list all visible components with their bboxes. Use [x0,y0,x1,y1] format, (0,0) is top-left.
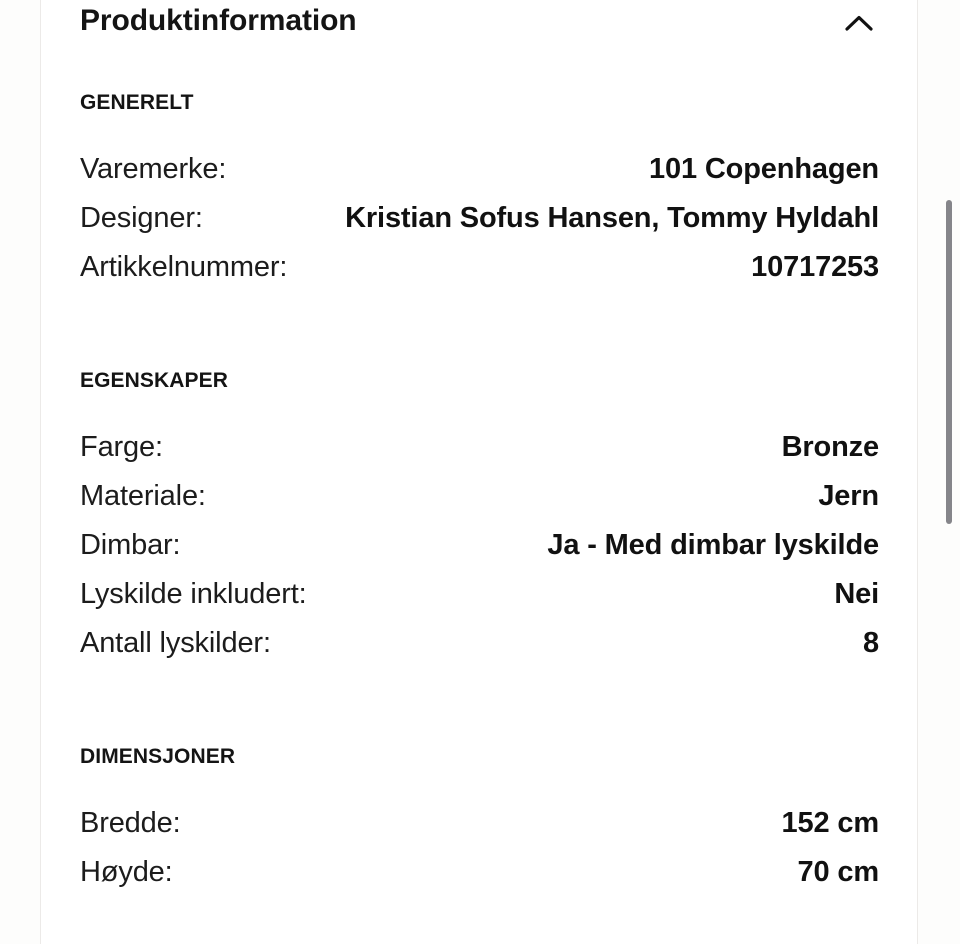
spec-list-generelt [80,145,879,292]
section-dimensjoner [80,744,879,897]
spec-row [80,194,879,243]
chevron-up-icon [845,14,873,32]
section-heading-dimensjoner: DIMENSJONER [80,745,236,768]
spec-row [80,848,879,897]
spec-value: 8 [863,627,879,659]
spec-value: Nei [834,578,879,610]
panel-header[interactable] [80,0,879,46]
spec-row [80,423,879,472]
spec-list-egenskaper [80,423,879,668]
spec-label: Varemerke: [80,153,227,185]
spec-label: Artikkelnummer: [80,251,288,283]
spec-label: Antall lyskilder: [80,627,271,659]
page-title: Produktinformation [80,4,357,37]
product-information-panel [40,0,918,944]
spec-value: 70 cm [797,856,879,888]
spec-list-dimensjoner [80,799,879,897]
spec-label: Lyskilde inkludert: [80,578,307,610]
spec-row [80,570,879,619]
spec-value: 101 Copenhagen [649,153,879,185]
spec-row [80,521,879,570]
spec-value: Jern [818,480,879,512]
spec-label: Designer: [80,202,203,234]
section-heading-generelt: GENERELT [80,91,194,114]
scrollbar-thumb[interactable] [946,200,952,524]
spec-label: Bredde: [80,807,181,839]
spec-label: Farge: [80,431,163,463]
spec-label: Dimbar: [80,529,181,561]
spec-row [80,243,879,292]
panel-content [41,0,918,944]
spec-row [80,145,879,194]
collapse-toggle-button[interactable] [842,6,876,40]
spec-row [80,799,879,848]
spec-value: 152 cm [781,807,879,839]
spec-value: Kristian Sofus Hansen, Tommy Hyldahl [345,202,879,234]
section-generelt [80,90,879,292]
spec-row [80,472,879,521]
spec-row [80,619,879,668]
spec-value: Ja - Med dimbar lyskilde [547,529,879,561]
section-heading-egenskaper: EGENSKAPER [80,369,229,392]
spec-label: Materiale: [80,480,206,512]
spec-value: 10717253 [751,251,879,283]
spec-label: Høyde: [80,856,173,888]
page-scrollbar[interactable] [945,0,954,944]
section-egenskaper [80,368,879,668]
spec-value: Bronze [781,431,879,463]
